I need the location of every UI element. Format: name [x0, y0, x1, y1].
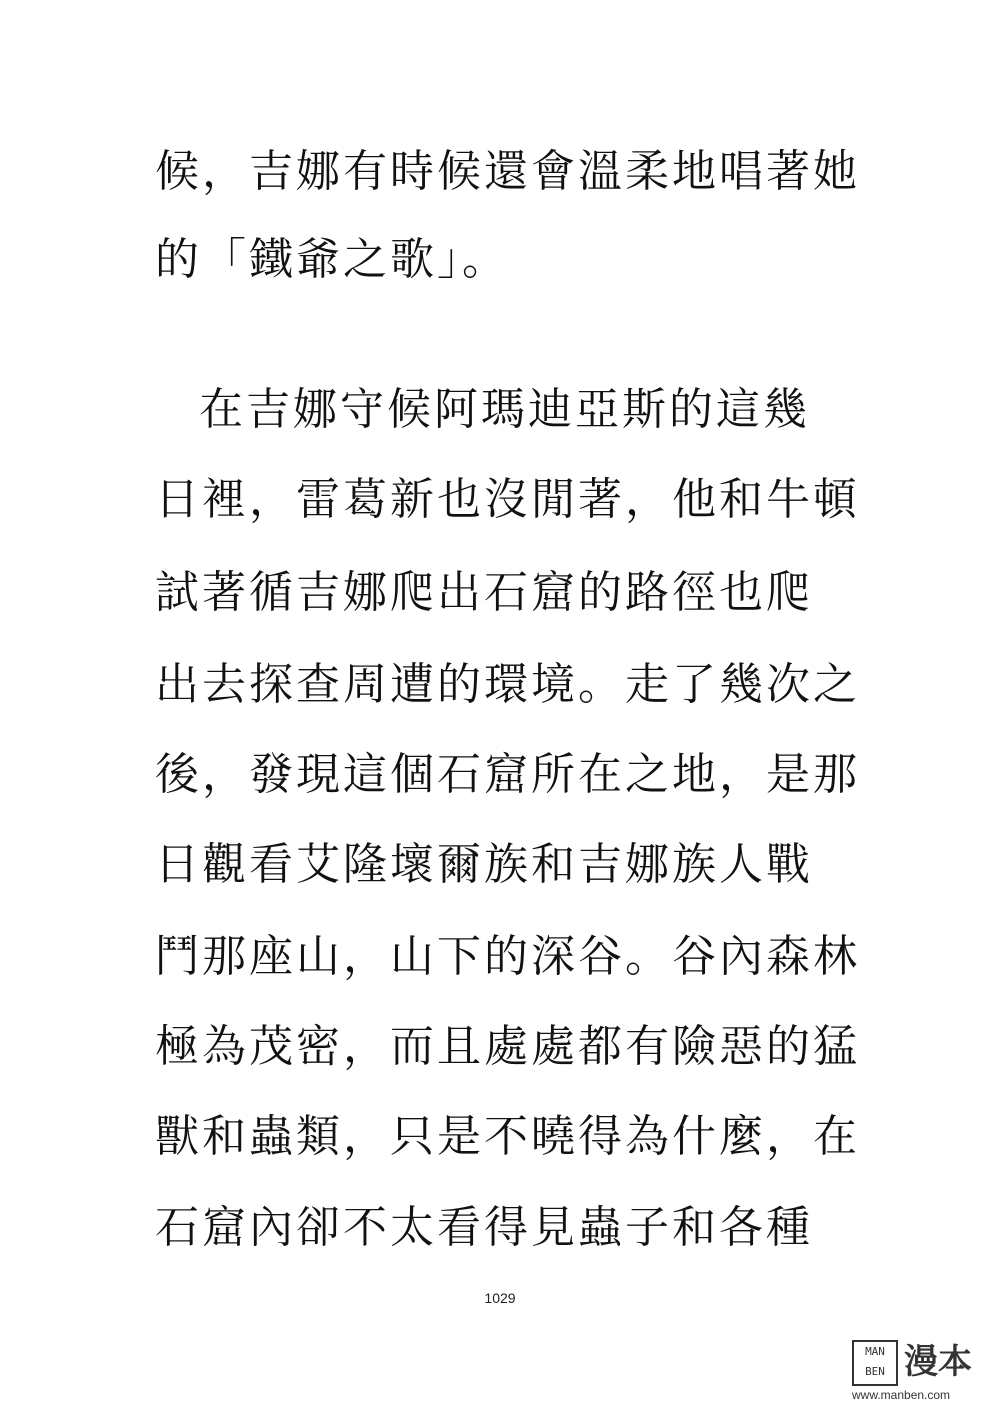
- text-line: 候，吉娜有時候還會溫柔地唱著她: [155, 146, 860, 197]
- text-line: 獸和蟲類，只是不曉得為什麼，在: [155, 1111, 860, 1162]
- text-line: 試著循吉娜爬出石窟的路徑也爬: [155, 567, 813, 618]
- text-line: 出去探查周遭的環境。走了幾次之: [155, 659, 860, 710]
- watermark-url: www.manben.com: [852, 1388, 951, 1402]
- watermark-logo: [852, 1340, 992, 1404]
- text-line: 在吉娜守候阿瑪迪亞斯的這幾: [199, 384, 810, 435]
- text-line: 日觀看艾隆壞爾族和吉娜族人戰: [155, 839, 813, 890]
- text-line: 後，發現這個石窟所在之地，是那: [155, 749, 860, 800]
- watermark-chinese-text: 漫本: [904, 1342, 972, 1382]
- text-line: 的「鐵爺之歌」。: [155, 234, 509, 285]
- text-line: 日裡，雷葛新也沒閒著，他和牛頓: [155, 474, 860, 525]
- text-line: 鬥那座山，山下的深谷。谷內森林: [155, 931, 860, 982]
- text-line: 極為茂密，而且處處都有險惡的猛: [155, 1021, 860, 1072]
- text-line: 石窟內卻不太看得見蟲子和各種: [155, 1202, 813, 1253]
- watermark-logo-mark: MAN BEN: [852, 1340, 898, 1386]
- page-number: 1029: [484, 1290, 516, 1306]
